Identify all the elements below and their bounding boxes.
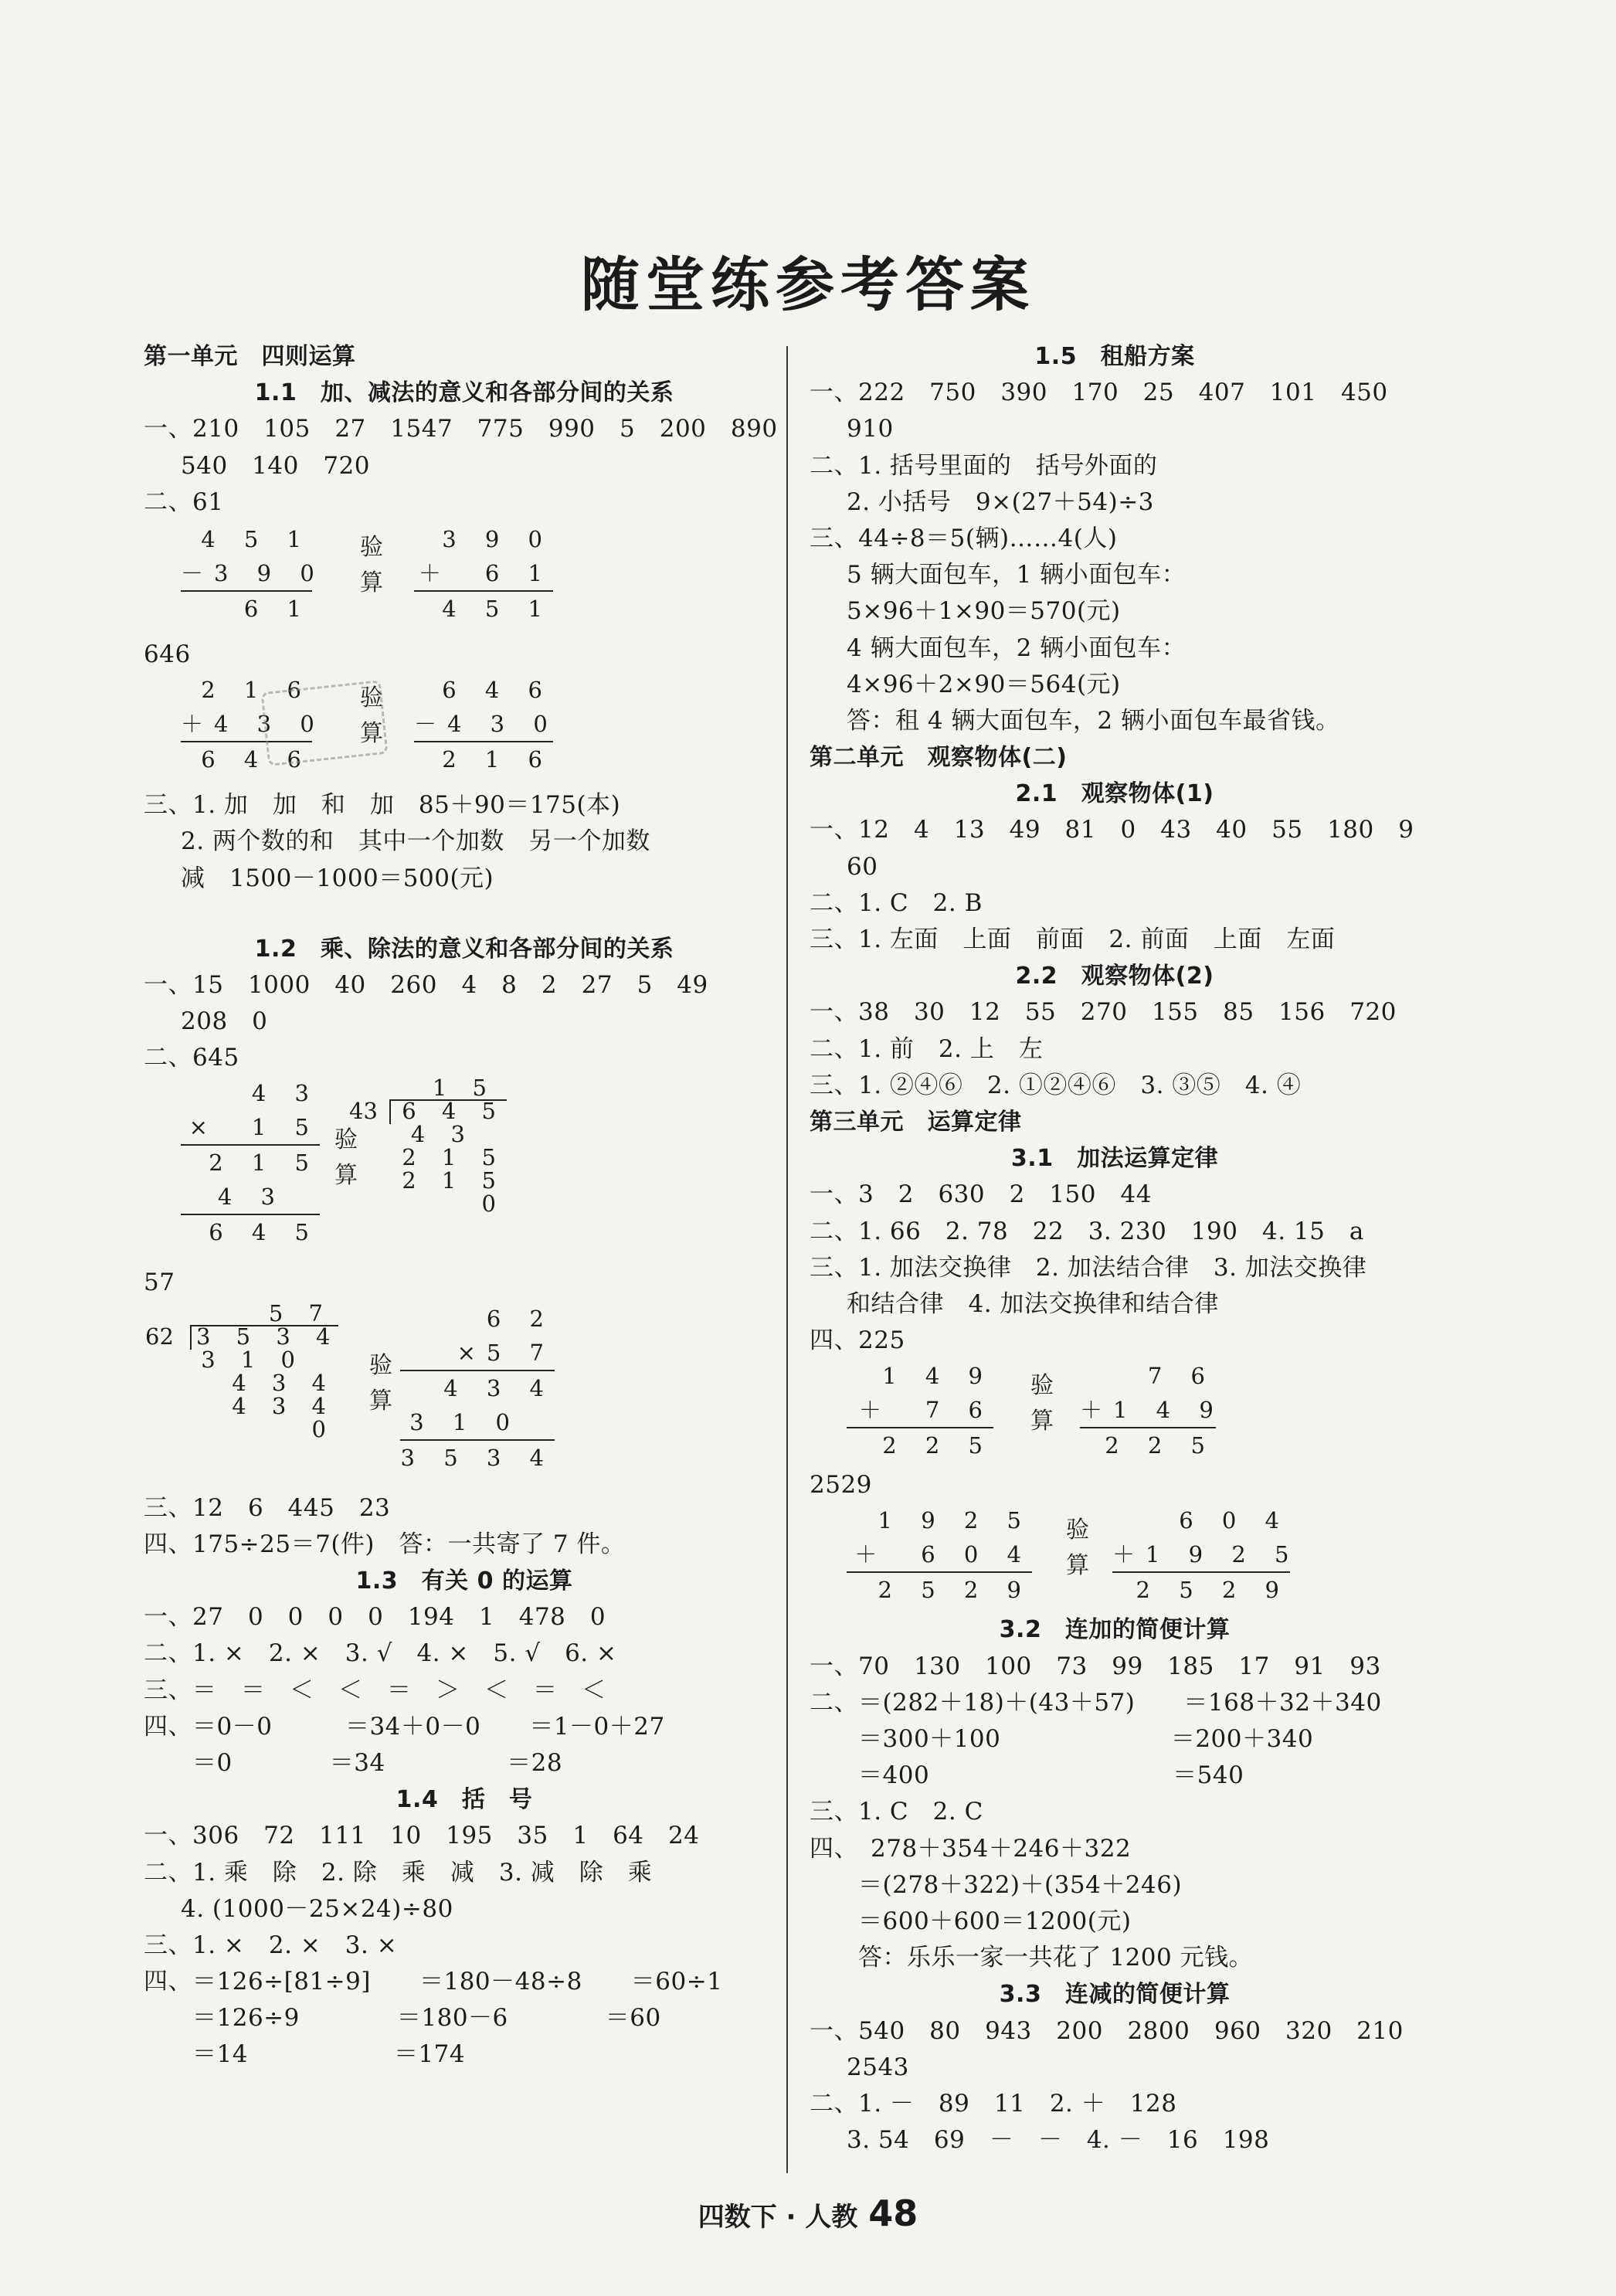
- answer-line: 540 140 720: [181, 451, 371, 480]
- long-division: [349, 1075, 511, 1218]
- vertical-calc: [847, 1359, 993, 1462]
- answer-line: 三、12 6 445 23: [144, 1493, 391, 1522]
- answer-line: 三、1. 加法交换律 2. 加法结合律 3. 加法交换律: [810, 1253, 1367, 1282]
- answer-line: 二、1. × 2. × 3. √ 4. × 5. √ 6. ×: [144, 1639, 617, 1668]
- section-heading: 1.4 括 号: [396, 1786, 533, 1814]
- calc-row: 4 5 1: [414, 590, 553, 626]
- left-column: [144, 338, 785, 2074]
- vertical-calc: [414, 522, 553, 626]
- vertical-calc-block: [810, 1503, 1420, 1612]
- section-heading: 3.2 连加的简便计算: [999, 1616, 1231, 1644]
- answer-line: 答：乐乐一家一共花了 1200 元钱。: [810, 1944, 1254, 1972]
- answer-line: 二、1. 括号里面的 括号外面的: [810, 451, 1158, 480]
- answer-line: 四、225: [810, 1326, 905, 1355]
- vertical-calc: [181, 522, 325, 626]
- calc-row: 1 9 2 5: [878, 1507, 1032, 1534]
- answer-line: ＝(278＋322)＋(354＋246): [810, 1870, 1183, 1899]
- calc-row: 7 6: [1147, 1363, 1216, 1390]
- division-row: 2 1 5: [402, 1144, 505, 1171]
- calc-row: 4 3: [251, 1080, 320, 1107]
- answer-line: 二、645: [144, 1044, 239, 1072]
- answer-line: 一、15 1000 40 260 4 8 2 27 5 49: [144, 970, 708, 999]
- answer-line: 二、1. 乘 除 2. 除 乘 减 3. 减 除 乘: [144, 1858, 653, 1887]
- unit-heading: 第一单元 四则运算: [144, 343, 356, 370]
- section-heading: 1.2 乘、除法的意义和各部分间的关系: [254, 935, 674, 963]
- answer-line: 57: [144, 1269, 175, 1297]
- unit-heading: 第三单元 运算定律: [810, 1108, 1022, 1136]
- answer-line: 二、1. C 2. B: [810, 888, 983, 917]
- answer-line: 四、 278＋354＋246＋322: [810, 1834, 1132, 1863]
- section-heading: 1.5 租船方案: [1034, 343, 1195, 370]
- calc-row: 2 5 2 9: [847, 1571, 1032, 1607]
- answer-line: 2. 两个数的和 其中一个加数 另一个加数: [181, 827, 650, 856]
- section-heading: 3.3 连减的简便计算: [999, 1981, 1231, 2009]
- answer-line: 2543: [847, 2053, 909, 2081]
- answer-line: 二、61: [144, 487, 224, 516]
- calc-row: 3 9 0: [442, 525, 553, 552]
- vertical-calc-block: [144, 1076, 785, 1265]
- calc-row: 6 4 6: [181, 741, 312, 776]
- page-number: 48: [868, 2192, 918, 2234]
- calc-row: ＋4 3 0: [181, 711, 325, 738]
- answer-line: 三、44÷8＝5(辆)……4(人): [810, 524, 1118, 552]
- answer-line: 和结合律 4. 加法交换律和结合律: [847, 1289, 1219, 1318]
- calc-row: 3 1 0: [409, 1408, 521, 1435]
- answer-line: 四、175÷25＝7(件) 答：一共寄了 7 件。: [144, 1530, 626, 1558]
- answer-line: ＝0 ＝34 ＝28: [144, 1748, 563, 1777]
- calc-row: －4 3 0: [414, 711, 558, 738]
- calc-row: 4 3 4: [400, 1370, 555, 1405]
- answer-line: 三、1. 左面 上面 前面 2. 前面 上面 左面: [810, 926, 1336, 953]
- calc-row: 2 1 5: [181, 1144, 320, 1180]
- vertical-calc-block: [810, 1359, 1420, 1467]
- section-heading: 1.1 加、减法的意义和各部分间的关系: [254, 379, 674, 407]
- check-label: 验 算: [360, 533, 383, 596]
- division-row: 4 3 4: [232, 1369, 335, 1396]
- division-row: 6 4 5: [402, 1098, 505, 1125]
- answer-line: 三、＝ ＝ ＜ ＜ ＝ ＞ ＜ ＝ ＜: [144, 1676, 606, 1704]
- section-heading: 1.3 有关 0 的运算: [355, 1567, 573, 1595]
- division-row: 2 1 5: [402, 1167, 505, 1194]
- check-label: 验 算: [1066, 1517, 1089, 1580]
- calc-row: 6 0 4: [1179, 1507, 1290, 1534]
- right-column: [810, 338, 1420, 2158]
- answer-line: 一、306 72 111 10 195 35 1 64 24: [144, 1822, 700, 1850]
- division-quotient: 1 5: [432, 1075, 496, 1102]
- answer-line: 一、27 0 0 0 0 194 1 478 0: [144, 1603, 606, 1632]
- check-label: 验 算: [369, 1351, 392, 1415]
- calc-row: ＋ 7 6: [858, 1397, 993, 1424]
- library-stamp: [260, 680, 388, 766]
- calc-row: ＋1 9 2 5: [1112, 1541, 1300, 1568]
- vertical-calc: [181, 1076, 320, 1249]
- section-heading: 3.1 加法运算定律: [1010, 1145, 1219, 1173]
- answer-line: 三、1. ②④⑥ 2. ①②④⑥ 3. ③⑤ 4. ④: [810, 1071, 1302, 1099]
- answer-line: ＝126÷9 ＝180－6 ＝60: [144, 2004, 661, 2033]
- answer-line: 2529: [810, 1471, 872, 1500]
- calc-row: 2 5 2 9: [1112, 1571, 1290, 1607]
- vertical-calc: [400, 1302, 555, 1475]
- division-body: [196, 1323, 340, 1442]
- answer-line: 一、210 105 27 1547 775 990 5 200 890: [144, 415, 778, 443]
- answer-line: ＝400 ＝540: [810, 1761, 1244, 1790]
- footer-label: 四数下 · 人教: [698, 2202, 858, 2233]
- division-row: 4 3 4: [232, 1392, 335, 1419]
- page-footer: [0, 2192, 1616, 2234]
- vertical-calc: [414, 673, 558, 776]
- vertical-calc: [847, 1503, 1032, 1607]
- calc-row: ＋1 4 9: [1080, 1397, 1224, 1424]
- answer-line: 二、1. 66 2. 78 22 3. 230 190 4. 15 a: [810, 1217, 1364, 1245]
- division-row: 4 3: [410, 1121, 474, 1148]
- answer-line: 二、1. 前 2. 上 左: [810, 1034, 1044, 1063]
- answer-line: 二、＝(282＋18)＋(43＋57) ＝168＋32＋340: [810, 1688, 1382, 1717]
- calc-row: 6 4 6: [442, 677, 553, 704]
- calc-row: 4 3: [217, 1184, 286, 1211]
- calc-row: × 1 5: [188, 1114, 320, 1141]
- answer-line: 4 辆大面包车，2 辆小面包车：: [847, 633, 1187, 662]
- answer-line: 四、＝126÷[81÷9] ＝180－48÷8 ＝60÷1: [144, 1968, 723, 1996]
- section-heading: 2.1 观察物体(1): [1015, 780, 1214, 808]
- check-label: 验 算: [360, 684, 383, 748]
- unit-heading: 第二单元 观察物体(二): [810, 744, 1068, 772]
- calc-row: 4 5 1: [201, 525, 312, 552]
- vertical-calc-block: [144, 1299, 785, 1490]
- answer-line: 减 1500－1000＝500(元): [181, 864, 494, 892]
- calc-row: －3 9 0: [181, 559, 325, 586]
- answer-line: 三、1. 加 加 和 加 85＋90＝175(本): [144, 791, 621, 820]
- answer-line: 一、222 750 390 170 25 407 101 450: [810, 379, 1388, 407]
- answer-line: 三、1. × 2. × 3. ×: [144, 1931, 398, 1959]
- answer-line: ＝300＋100 ＝200＋340: [810, 1725, 1314, 1753]
- answer-line: 5 辆大面包车，1 辆小面包车：: [847, 561, 1187, 589]
- calc-row: 6 2: [486, 1305, 555, 1332]
- calc-row: ×5 7: [457, 1339, 555, 1366]
- answer-line: 一、38 30 12 55 270 155 85 156 720: [810, 998, 1397, 1027]
- calc-row: 6 4 5: [181, 1214, 320, 1249]
- division-divisor: 62: [145, 1323, 174, 1350]
- division-quotient: 5 7: [268, 1299, 332, 1326]
- division-divisor: 43: [349, 1098, 378, 1125]
- division-row: 3 5 3 4: [196, 1323, 340, 1350]
- answer-line: 5×96＋1×90＝570(元): [847, 597, 1121, 626]
- calc-row: 6 1: [181, 590, 312, 626]
- calc-row: 2 1 6: [201, 677, 312, 704]
- answer-line: 4. (1000－25×24)÷80: [181, 1894, 453, 1923]
- answer-line: 四、＝0－0 ＝34＋0－0 ＝1－0＋27: [144, 1712, 665, 1741]
- calc-row: ＋ 6 1: [418, 559, 553, 586]
- vertical-calc-block: [144, 673, 785, 787]
- calc-row: 2 2 5: [1080, 1427, 1216, 1462]
- answer-line: 208 0: [181, 1007, 268, 1036]
- calc-row: 2 2 5: [847, 1427, 993, 1462]
- answer-line: 910: [847, 415, 894, 443]
- answer-line: 二、1. － 89 11 2. ＋ 128: [810, 2089, 1177, 2118]
- calc-row: 2 1 6: [414, 741, 553, 776]
- answer-line: 646: [144, 640, 191, 668]
- calc-row: ＋ 6 0 4: [854, 1541, 1032, 1568]
- vertical-calc-block: [144, 521, 785, 637]
- vertical-calc: [1112, 1503, 1300, 1607]
- answer-line: 2. 小括号 9×(27＋54)÷3: [847, 487, 1154, 516]
- answer-line: ＝600＋600＝1200(元): [810, 1907, 1132, 1935]
- answer-line: 4×96＋2×90＝564(元): [847, 670, 1121, 698]
- check-label: 验 算: [334, 1126, 358, 1190]
- division-row: 0: [311, 1415, 335, 1442]
- answer-line: 一、12 4 13 49 81 0 43 40 55 180 9: [810, 816, 1414, 844]
- division-row: 3 1 0: [201, 1346, 304, 1373]
- calc-row: 3 5 3 4: [400, 1439, 555, 1475]
- calc-row: 1 4 9: [882, 1363, 993, 1390]
- vertical-calc: [1080, 1359, 1224, 1462]
- section-heading: 2.2 观察物体(2): [1015, 963, 1214, 990]
- division-row: 0: [481, 1190, 505, 1218]
- answer-line: 60: [847, 852, 878, 881]
- answer-line: ＝14 ＝174: [144, 2040, 466, 2069]
- answer-line: 三、1. C 2. C: [810, 1798, 983, 1826]
- answer-line: 一、3 2 630 2 150 44: [810, 1180, 1152, 1209]
- page-title: 随堂练参考答案: [581, 250, 1035, 319]
- column-divider: [786, 346, 788, 2173]
- answer-line: 答：租 4 辆大面包车，2 辆小面包车最省钱。: [847, 706, 1340, 735]
- check-label: 验 算: [1030, 1372, 1054, 1435]
- answer-line: 一、540 80 943 200 2800 960 320 210: [810, 2016, 1404, 2045]
- division-body: [397, 1098, 505, 1218]
- answer-line: 一、70 130 100 73 99 185 17 91 93: [810, 1652, 1381, 1680]
- answer-line: 3. 54 69 － － 4. － 16 198: [847, 2126, 1270, 2155]
- long-division: [145, 1299, 345, 1442]
